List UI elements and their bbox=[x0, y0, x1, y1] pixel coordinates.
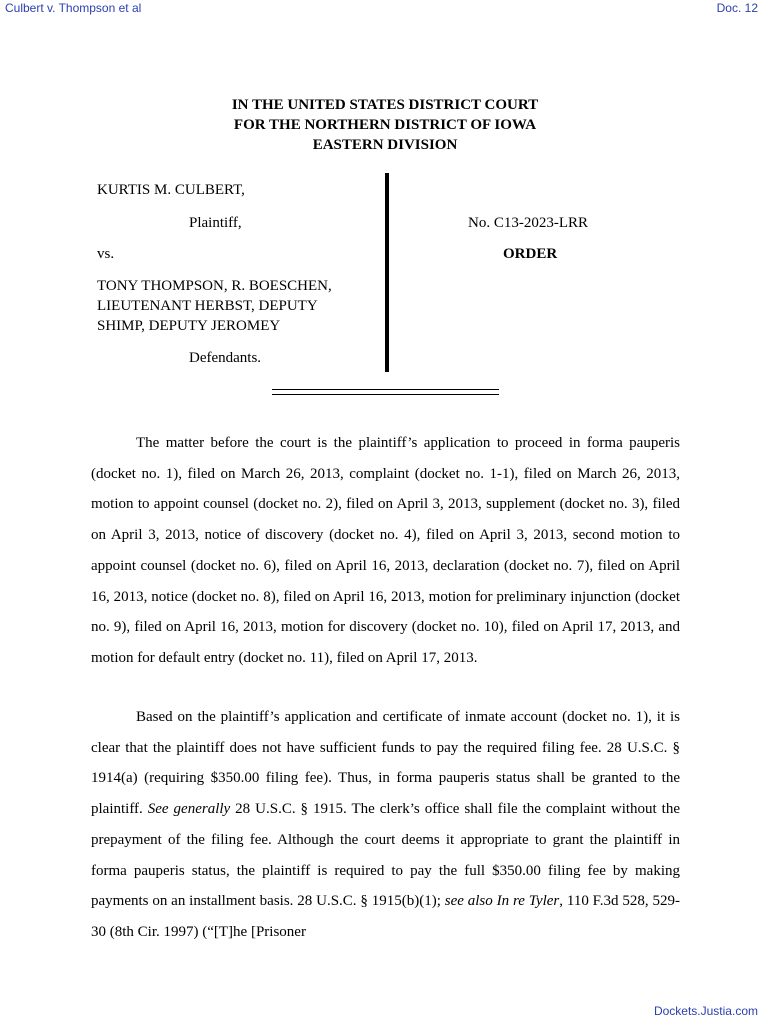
body-paragraph-1 bbox=[91, 428, 680, 674]
header-case-title[interactable]: Culbert v. Thompson et al bbox=[5, 1, 142, 15]
defendants-line-1: TONY THOMPSON, R. BOESCHEN, bbox=[97, 278, 332, 294]
plaintiff-role: Plaintiff, bbox=[189, 215, 242, 231]
header-doc-number[interactable]: Doc. 12 bbox=[716, 1, 758, 15]
case-number: No. C13-2023-LRR bbox=[468, 215, 588, 231]
court-line-1: IN THE UNITED STATES DISTRICT COURT bbox=[231, 97, 539, 113]
caption-divider bbox=[385, 173, 389, 372]
defendants-line-3: SHIMP, DEPUTY JEROMEY bbox=[97, 318, 281, 334]
p2-text-part-1: Based on the plaintiff’s application and certificate of inmate account (docket no. 1), it is clear that the plaintiff does not have sufficient funds to pay the required filing fee. 28 U.S.C. § 1914(a) (requiring $350.00 filing fee). Thus, in forma pauperis status shall be granted to the plaintiff. bbox=[91, 709, 680, 818]
court-line-3: EASTERN DIVISION bbox=[312, 137, 458, 153]
paragraph-2-text bbox=[91, 702, 680, 948]
document-title: ORDER bbox=[503, 246, 558, 262]
p2-text-part-3: , 110 F.3d 528, 529-30 (8th Cir. 1997) (“[T]he [Prisoner bbox=[91, 893, 680, 940]
plaintiff-name: KURTIS M. CULBERT, bbox=[97, 182, 245, 198]
defendants-role: Defendants. bbox=[189, 350, 262, 366]
caption-double-rule bbox=[272, 389, 499, 395]
court-heading bbox=[0, 95, 770, 155]
versus-label: vs. bbox=[97, 246, 115, 262]
footer-source-link[interactable]: Dockets.Justia.com bbox=[653, 1004, 758, 1018]
body-paragraph-2 bbox=[91, 702, 680, 948]
court-line-2: FOR THE NORTHERN DISTRICT OF IOWA bbox=[233, 117, 537, 133]
paragraph-1-text: The matter before the court is the plaintiff’s application to proceed in forma pauperis (docket no. 1), filed on March 26, 2013, complaint (docket no. 1-1), filed on March 26, 2013, motion to appoint counsel (docket no. 2), filed on April 3, 2013, supplement (docket no. 3), filed on April 3, 2013, notice of discovery (docket no. 4), filed on April 3, 2013, second motion to appoint counsel (docket no. 6), filed on April 16, 2013, declaration (docket no. 7), filed on April 16, 2013, notice (docket no. 8), filed on April 16, 2013, motion for preliminary injunction (docket no. 9), filed on April 16, 2013, motion for discovery (docket no. 10), filed on April 17, 2013, and motion for default entry (docket no. 11), filed on April 17, 2013. bbox=[91, 435, 680, 666]
p2-text-part-2: 28 U.S.C. § 1915. The clerk’s office shall file the complaint without the prepayment of the filing fee. Although the court deems it appropriate to grant the plaintiff in forma pauperis status, the plaintiff is required to pay the full $350.00 filing fee by making payments on an installment basis. 28 U.S.C. § 1915(b)(1); bbox=[91, 801, 680, 910]
p2-citation-signal-see-generally: See generally bbox=[147, 801, 231, 818]
defendants-line-2: LIEUTENANT HERBST, DEPUTY bbox=[97, 298, 318, 314]
p2-citation-see-also: see also In re Tyler bbox=[444, 893, 560, 910]
